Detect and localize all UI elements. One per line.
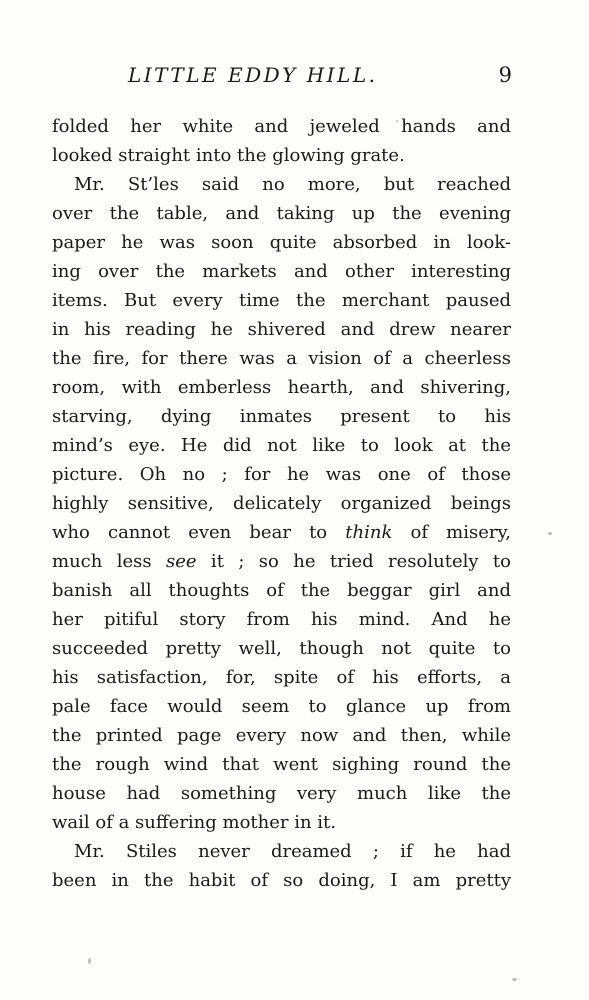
text-line: much less see it ; so he tried resolutely to — [52, 551, 511, 572]
paper-speck — [512, 978, 517, 981]
text-line: ing over the markets and other interesting — [52, 261, 511, 282]
text-line: looked straight into the glowing grate. — [52, 145, 405, 166]
paper-speck — [548, 532, 552, 535]
text-line: who cannot even bear to think of misery, — [52, 522, 512, 543]
body-text — [52, 112, 511, 895]
text-line: items. But every time the merchant paused — [52, 290, 511, 311]
text-line: in his reading he shivered and drew nearer — [52, 319, 511, 340]
text-line: mind’s eye. He did not like to look at the — [52, 435, 511, 456]
running-title: LITTLE EDDY HILL. — [128, 63, 378, 87]
running-head — [52, 60, 512, 94]
text-line: the printed page every now and then, while — [52, 725, 511, 746]
text-line: succeeded pretty well, though not quite to — [52, 638, 511, 659]
paper-speck — [396, 120, 398, 122]
text-line: Mr. Stiles never dreamed ; if he had — [74, 841, 511, 862]
paper-speck — [88, 958, 91, 964]
text-line: pale face would seem to glance up from — [52, 696, 511, 717]
italic-emphasis: think — [345, 522, 393, 543]
text-line: her pitiful story from his mind. And he — [52, 609, 511, 630]
text-line: folded her white and jeweled hands and — [52, 116, 511, 137]
text-line: highly sensitive, delicately organized beings — [52, 493, 511, 514]
text-line: banish all thoughts of the beggar girl and — [52, 580, 511, 601]
page-number: 9 — [498, 63, 512, 87]
text-line: the rough wind that went sighing round the — [52, 754, 511, 775]
text-line: over the table, and taking up the evening — [52, 203, 511, 224]
text-line: starving, dying inmates present to his — [52, 406, 511, 427]
text-line: Mr. St’les said no more, but reached — [74, 174, 511, 195]
text-line: his satisfaction, for, spite of his efforts, a — [52, 667, 511, 688]
text-line: been in the habit of so doing, I am pretty — [52, 870, 511, 891]
text-line: picture. Oh no ; for he was one of those — [52, 464, 511, 485]
text-line: room, with emberless hearth, and shivering, — [52, 377, 511, 398]
text-line: the fire, for there was a vision of a cheerless — [52, 348, 511, 369]
text-line: house had something very much like the — [52, 783, 511, 804]
text-line: wail of a suffering mother in it. — [52, 812, 337, 833]
italic-emphasis: see — [166, 551, 197, 572]
text-line: paper he was soon quite absorbed in look- — [52, 232, 511, 253]
